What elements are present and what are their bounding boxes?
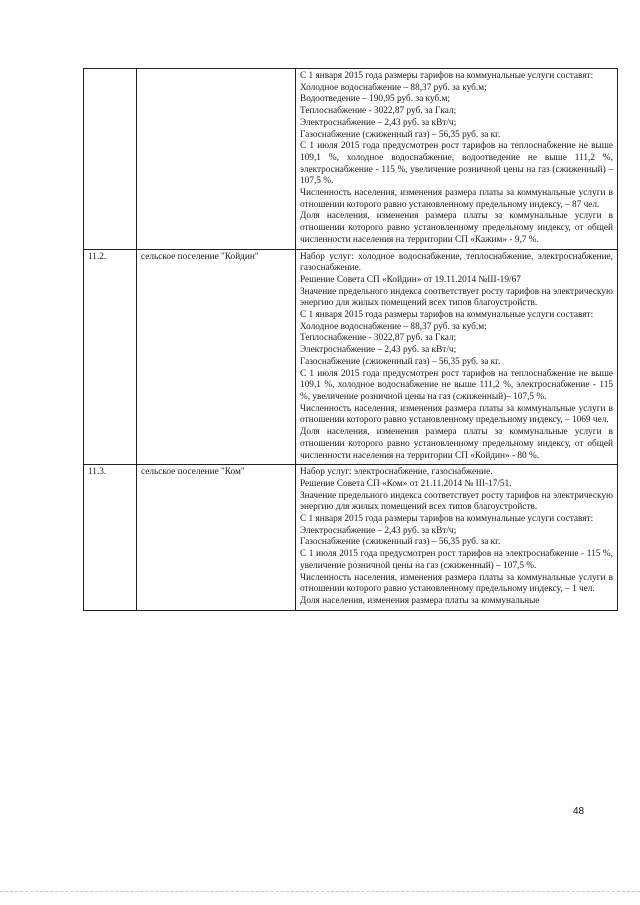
- page-number: 48: [573, 806, 585, 817]
- paragraph: Теплоснабжение - 3022,87 руб. за Гкал;: [300, 333, 457, 344]
- paragraph: Теплоснабжение - 3022,87 руб. за Гкал;: [300, 106, 457, 117]
- paragraph: Водоотведение – 190,95 руб. за куб.м;: [300, 94, 450, 105]
- settlement-name: [137, 69, 296, 250]
- page-bottom-rule: [0, 891, 640, 892]
- paragraph: Холодное водоснабжение – 88,37 руб. за куб.м;: [300, 321, 487, 332]
- table-row: [84, 249, 618, 465]
- paragraph: Значение предельного индекса соответствует росту тарифов на электрическую энергию для жилых помещений всех типов благоустройств.: [300, 490, 613, 513]
- paragraph: С 1 июля 2015 года предусмотрен рост тарифов на электроснабжение - 115 %, увеличение розничной цены на газ (сжиженный) – 107,5 %.: [300, 549, 613, 571]
- row-number: 11.2.: [84, 249, 137, 465]
- row-description: [296, 465, 618, 610]
- row-number: 11.3.: [84, 465, 137, 610]
- paragraph: Доля населения, изменения размера платы за коммунальные услуги в отношении которого равно установленному предельному индексу, от общей численности населения на территории СП «Кажим» - 9,7 %.: [300, 211, 613, 245]
- paragraph: Решение Совета СП «Койдин» от 19.11.2014 №III-19/67: [300, 274, 521, 285]
- row-number: [84, 69, 137, 250]
- paragraph: С 1 июля 2015 года предусмотрен рост тарифов на теплоснабжение не выше 109,1 %, холодное водоснабжение, водоотведение не выше 111,2 %, электроснабжение - 115 %, увеличение розничной цены на газ (сжиженный) – 107,5 %.: [300, 141, 613, 187]
- paragraph: С 1 января 2015 года размеры тарифов на коммунальные услуги составят:: [300, 71, 594, 81]
- paragraph: Электроснабжение – 2,43 руб. за кВт/ч;: [300, 525, 457, 536]
- paragraph: Численность населения, изменения размера платы за коммунальные услуги в отношении которого равно установленному предельному индексу, – 1 чел.: [300, 572, 613, 595]
- tariff-table: [83, 68, 618, 611]
- table-row: [84, 465, 618, 610]
- paragraph: Электроснабжение – 2,43 руб. за кВт/ч;: [300, 117, 457, 128]
- paragraph: Холодное водоснабжение – 88,37 руб. за куб.м;: [300, 82, 487, 93]
- paragraph: Численность населения, изменения размера платы за коммунальные услуги в отношении которого равно установленному предельному индексу, – 87 чел.: [300, 188, 613, 210]
- settlement-name: сельское поселение "Ком": [137, 465, 296, 610]
- paragraph: С 1 января 2015 года размеры тарифов на коммунальные услуги составят:: [300, 310, 594, 321]
- paragraph: С 1 июля 2015 года предусмотрен рост тарифов на теплоснабжение не выше 109,1 %, холодное водоснабжение не выше 111,2 %, электроснабжение - 115 %, увеличение розничной цены на газ (сжиженный)– 107,5 %.: [300, 368, 613, 402]
- paragraph: Значение предельного индекса соответствует росту тарифов на электрическую энергию для жилых помещений всех типов благоустройств.: [300, 286, 613, 309]
- paragraph: Доля населения, изменения размера платы за коммунальные услуги в отношении которого равно установленному предельному индексу, от общей численности населения на территории СП «Койдин» - 80 %.: [300, 427, 613, 461]
- row-description: [296, 249, 618, 465]
- paragraph: Доля населения, изменения размера платы за коммунальные: [300, 595, 540, 606]
- paragraph: С 1 января 2015 года размеры тарифов на коммунальные услуги составят:: [300, 514, 594, 525]
- table-row: [84, 69, 618, 250]
- paragraph: Набор услуг: электроснабжение, газоснабжение.: [300, 467, 493, 478]
- paragraph: Газоснабжение (сжиженный газ) – 56,35 руб. за кг.: [300, 356, 501, 367]
- paragraph: Набор услуг: холодное водоснабжение, теплоснабжение, электроснабжение, газоснабжение.: [300, 251, 613, 274]
- paragraph: Газоснабжение (сжиженный газ) – 56,35 руб. за кг.: [300, 129, 501, 140]
- paragraph: Численность населения, изменения размера платы за коммунальные услуги в отношении которого равно установленному предельному индексу, – 1069 чел.: [300, 403, 613, 426]
- paragraph: Электроснабжение – 2,43 руб. за кВт/ч;: [300, 345, 457, 356]
- paragraph: Решение Совета СП «Ком» от 21.11.2014 № III-17/51.: [300, 478, 512, 489]
- settlement-name: сельское поселение "Койдин": [137, 249, 296, 465]
- row-description: [296, 69, 618, 250]
- paragraph: Газоснабжение (сжиженный газ) – 56,35 руб. за кг.: [300, 537, 501, 548]
